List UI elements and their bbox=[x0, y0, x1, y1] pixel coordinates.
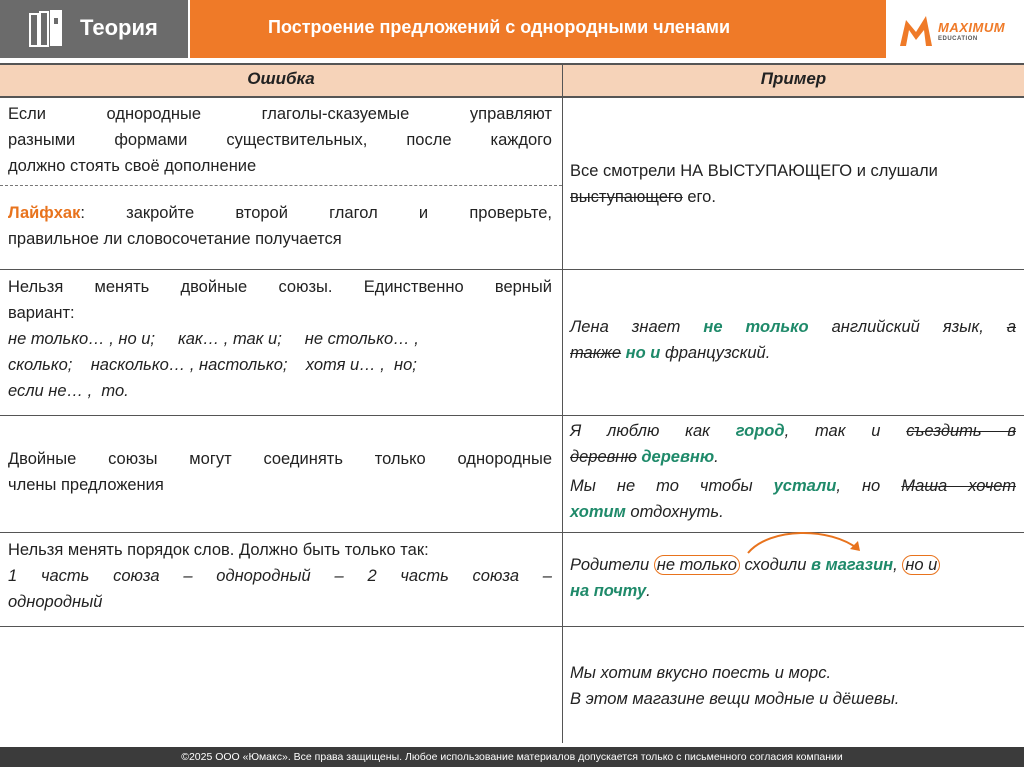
logo bbox=[896, 12, 1021, 52]
row-divider bbox=[0, 532, 1024, 533]
row1-error-line3: должно стоять своё дополнение bbox=[8, 157, 257, 175]
row2-ex-strike2: также bbox=[570, 344, 622, 362]
row3-ex-text3: Мы не то чтобы bbox=[570, 477, 774, 495]
lifehack-label: Лайфхак bbox=[8, 204, 81, 222]
row4-ex-text: Родители bbox=[570, 556, 654, 574]
lifehack-text: : закройте второй глагол и проверьте, bbox=[80, 204, 552, 222]
row5-example-line1: Мы хотим вкусно поесть и морс. bbox=[570, 664, 832, 682]
row-divider bbox=[0, 269, 1024, 270]
row1-example-line1: Все смотрели НА ВЫСТУПАЮЩЕГО и слушали bbox=[570, 162, 938, 180]
row4-ex-word1: в магазин bbox=[810, 556, 894, 574]
row1-error-line2: разными формами существительных, после каждого bbox=[8, 131, 552, 149]
row2-error-line2: вариант: bbox=[8, 304, 75, 322]
row-divider bbox=[0, 185, 562, 186]
row1-error bbox=[8, 101, 552, 179]
row3-ex-strike3: Маша хочет bbox=[901, 477, 1016, 495]
row5-example-line2: В этом магазине вещи модные и дёшевы. bbox=[570, 690, 900, 708]
row-divider bbox=[0, 415, 1024, 416]
row3-ex-word4: хотим bbox=[570, 503, 626, 521]
row1-example bbox=[570, 158, 1016, 210]
logo-icon bbox=[896, 12, 936, 52]
row2-error bbox=[8, 274, 552, 404]
row4-ex-circled1: не только bbox=[654, 555, 740, 575]
row1-example-rest: его. bbox=[682, 188, 716, 206]
page-title: Построение предложений с однородными членами bbox=[268, 17, 731, 37]
row2-ex-conj2: но и bbox=[621, 344, 661, 362]
row3-example bbox=[570, 418, 1016, 525]
row2-example bbox=[570, 314, 1016, 366]
row1-lifehack bbox=[8, 200, 552, 252]
move-arrow-icon bbox=[740, 531, 870, 555]
row4-example bbox=[570, 552, 1016, 604]
header-bar bbox=[0, 0, 1024, 58]
row3-error-line2: члены предложения bbox=[8, 476, 164, 494]
row4-error-line1: Нельзя менять порядок слов. Должно быть только так: bbox=[8, 541, 429, 559]
row3-ex-text4: , но bbox=[836, 477, 902, 495]
column-divider bbox=[562, 63, 563, 743]
row3-ex-text2: , так и bbox=[784, 422, 907, 440]
row2-ex-text: Лена знает bbox=[570, 318, 704, 336]
logo-sub: EDUCATION bbox=[938, 36, 978, 42]
table-border bbox=[0, 63, 1024, 65]
row4-ex-comma: , bbox=[893, 556, 903, 574]
logo-brand: MAXIMUM bbox=[938, 20, 1006, 35]
column-header-error: Ошибка bbox=[0, 63, 562, 97]
row2-conjunctions-1: не только… , но и; как… , так и; не столько… , bbox=[8, 330, 419, 348]
row2-error-line1: Нельзя менять двойные союзы. Единственно верный bbox=[8, 278, 552, 296]
row4-error bbox=[8, 537, 552, 615]
row2-ex-text3: французский. bbox=[660, 344, 771, 362]
row3-ex-strike2: деревню bbox=[570, 448, 637, 466]
copyright-footer: ©2025 ООО «Юмакс». Все права защищены. Любое использование материалов допускается только с письменного согласия компании bbox=[0, 747, 1024, 767]
row3-ex-strike1: съездить в bbox=[906, 422, 1016, 440]
row4-error-line2: 1 часть союза – однородный – 2 часть союза – bbox=[8, 567, 552, 585]
row2-ex-text2: английский язык, bbox=[808, 318, 1007, 336]
row2-conjunctions-3: если не… , то. bbox=[8, 382, 129, 400]
section-label: Теория bbox=[80, 15, 158, 40]
table-border bbox=[0, 96, 1024, 98]
column-header-example: Пример bbox=[563, 63, 1024, 97]
row1-strike-word: выступающего bbox=[570, 188, 683, 206]
row3-ex-dot: . bbox=[714, 448, 719, 466]
row3-ex-text: Я люблю как bbox=[570, 422, 736, 440]
row1-error-line1: Если однородные глаголы-сказуемые управляют bbox=[8, 105, 552, 123]
row3-ex-word3: устали bbox=[773, 477, 837, 495]
row4-ex-text2: сходили bbox=[739, 556, 811, 574]
row-divider bbox=[0, 626, 1024, 627]
row2-conjunctions-2: сколько; насколько… , настолько; хотя и… , но; bbox=[8, 356, 417, 374]
row2-ex-strike1: а bbox=[1006, 318, 1017, 336]
row4-ex-circled2: но и bbox=[902, 555, 940, 575]
row4-error-line3: однородный bbox=[8, 593, 103, 611]
row3-error bbox=[8, 446, 552, 498]
row4-ex-dot: . bbox=[646, 582, 651, 600]
book-icon bbox=[28, 10, 64, 48]
row3-error-line1: Двойные союзы могут соединять только однородные bbox=[8, 450, 552, 468]
row3-ex-word2: деревню bbox=[636, 448, 715, 466]
row3-ex-word1: город bbox=[735, 422, 785, 440]
row5-example bbox=[570, 660, 1016, 712]
section-tab bbox=[0, 0, 188, 58]
row4-ex-word2: на почту bbox=[570, 582, 647, 600]
row3-ex-text5: отдохнуть. bbox=[625, 503, 724, 521]
row2-ex-conj1: не только bbox=[703, 318, 809, 336]
title-banner bbox=[190, 0, 886, 58]
lifehack-text-2: правильное ли словосочетание получается bbox=[8, 230, 342, 248]
